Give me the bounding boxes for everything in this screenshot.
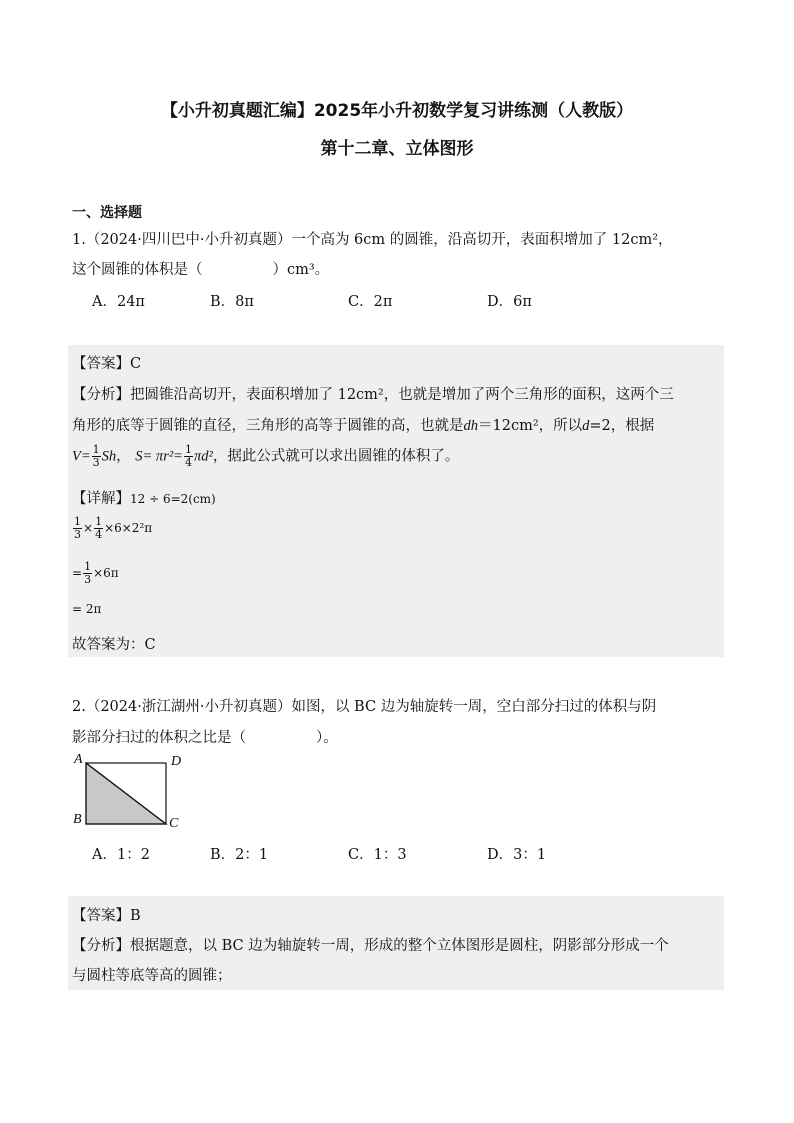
q1-detail: 【详解】12 ÷ 6=2(cm) [72,491,216,507]
label-b: B [73,812,82,827]
q1-step3: = 2π [72,602,102,616]
q1-option-c[interactable]: C．2π [348,294,393,310]
q1-step1: $\frac{1}{3}$ × $\frac{1}{4}$ ×6×2²π [74,515,153,541]
q1-option-b[interactable]: B．8π [210,294,254,310]
q1-analysis-line2: 角形的底等于圆锥的直径，三角形的高等于圆锥的高，也就是dh＝12cm²，所以d=2，根据 [72,418,655,434]
q2-option-d[interactable]: D．3：1 [487,847,547,863]
q1-conclusion: 故答案为：C [72,637,156,653]
q2-option-c[interactable]: C．1：3 [348,847,407,863]
document-title: 【小升初真题汇编】2025年小升初数学复习讲练测（人教版） [160,101,634,121]
q1-stem-line2: 这个圆锥的体积是（ ）cm³。 [72,262,330,278]
q1-step2: = $\frac{1}{3}$ ×6π [72,560,119,586]
label-c: C [169,816,179,831]
q2-option-a[interactable]: A．1：2 [92,847,150,863]
label-a: A [74,752,83,767]
chapter-title: 第十二章、立体图形 [320,139,474,159]
q2-analysis-line1: 【分析】根据题意，以 BC 边为轴旋转一周，形成的整个立体图形是圆柱，阴影部分形成一个 [72,938,669,954]
q1-stem-line1: 1.（2024·四川巴中·小升初真题）一个高为 6cm 的圆锥，沿高切开，表面积增加了 12cm²， [72,232,673,248]
q1-option-d[interactable]: D．6π [487,294,532,310]
section-heading: 一、选择题 [72,205,142,221]
q1-option-a[interactable]: A．24π [92,294,145,310]
q1-answer: 【答案】C [72,356,142,372]
q2-stem-line2: 影部分扫过的体积之比是（ ）。 [72,730,338,746]
q2-answer: 【答案】B [72,908,141,924]
q2-analysis-line2: 与圆柱等底等高的圆锥； [72,968,232,984]
q1-analysis-line1: 【分析】把圆锥沿高切开，表面积增加了 12cm²，也就是增加了两个三角形的面积，这两个三 [72,387,674,403]
q2-stem-line1: 2.（2024·浙江湖州·小升初真题）如图，以 BC 边为轴旋转一周，空白部分扫过的体积与阴 [72,699,657,715]
label-d: D [171,754,182,769]
q1-analysis-line3: V= $\frac{1}{3}$ Sh， S= πr²= $\frac{1}{4}$ πd²，据此公式就可以求出圆锥的体积了。 [72,443,460,469]
q2-option-b[interactable]: B．2：1 [210,847,269,863]
